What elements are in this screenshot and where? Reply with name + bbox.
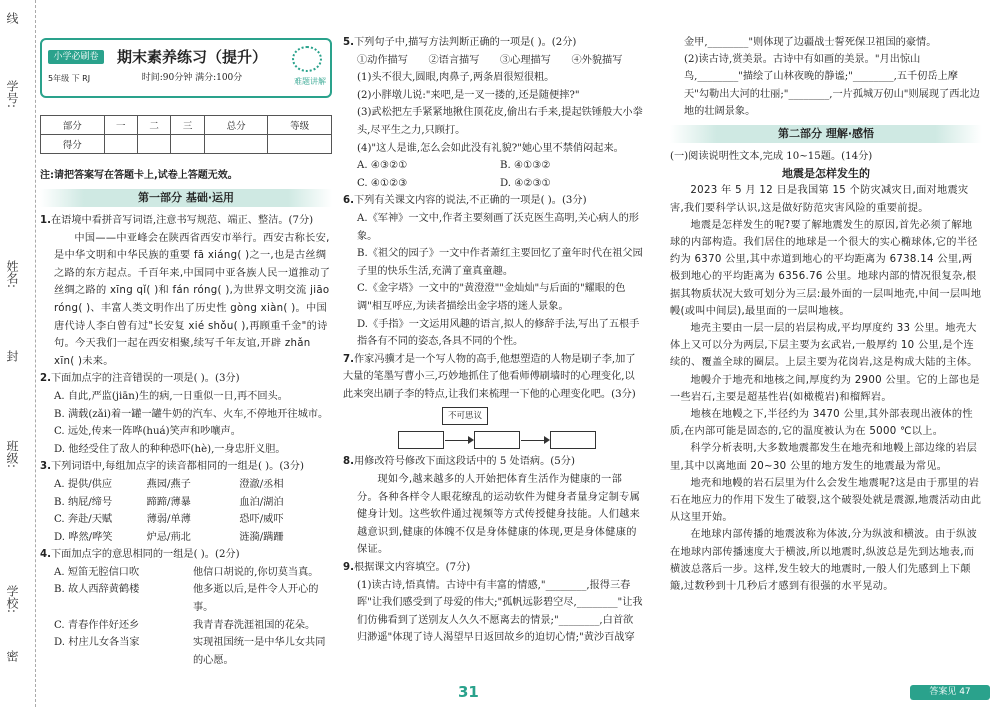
article-paragraph: 地幔介于地壳和地核之间,厚度约为 2900 公里。它的上部也是一些岩石,主要是超基性岩(如橄榄岩)和榴辉岩。 bbox=[670, 374, 980, 403]
binding-gutter bbox=[0, 0, 36, 707]
score-cell[interactable] bbox=[137, 135, 170, 154]
q3-row: D. 哗然/哗笑 炉忌/荊北 涟漪/蹒跚 bbox=[54, 531, 284, 543]
question-4: 4.下面加点字的意思相同的一组是( )。(2分) bbox=[40, 549, 240, 561]
answer-reference: 答案见 47 bbox=[910, 685, 990, 700]
article-paragraph: 地震是怎样发生的呢?要了解地震发生的原因,首先必须了解地球的内部构造。我们居住的地球是一个很大的实心椭球体,它的半径约为 6370 公里,其中赤道到地心的平均距离为 6738.14 公里,两极到地心的平均距离为 6356.76 公里。地球内部的情况很复杂,根据其物质状况大致可划分为三层:最外面的一层叫地壳,中间一层叫地幔(或叫中间层),最里面的一层叫地核。 bbox=[670, 219, 982, 317]
diagram-box-start: 不可思议 bbox=[442, 407, 488, 425]
score-cell[interactable] bbox=[171, 135, 204, 154]
article-paragraph: 2023 年 5 月 12 日是我国第 15 个防灾减灾日,面对地震灾害,我们要科学认识,这是做好防范灾害风险的重要前提。 bbox=[670, 185, 969, 214]
column-2 bbox=[343, 34, 643, 647]
mind-change-diagram bbox=[398, 405, 598, 451]
score-header: 等级 bbox=[268, 116, 332, 135]
gutter-cut-word: 线 bbox=[5, 12, 19, 24]
article-paragraph: 地壳和地幔的岩石层里为什么会发生地震呢?这是由于那里的岩石在地应力的作用下发生了破裂,这个破裂处就是震源,地震活动由此从这里开始。 bbox=[670, 477, 982, 524]
diagram-box-blank[interactable] bbox=[398, 431, 444, 449]
qr-code-icon[interactable] bbox=[292, 46, 322, 72]
q9-item: (2)读古诗,赏美景。古诗中有如画的美景。"月出惊山鸟,________"描绘了山林夜晚的静谧;"________,五千仞岳上摩天"勾勒出大河的壮丽;"________,一片孤城万仞山"则展现了西北边地的壮阔景象。 bbox=[684, 54, 980, 117]
diagram-box-blank[interactable] bbox=[474, 431, 520, 449]
q3-row: A. 提供/供应 燕园/燕子 澄澈/丞相 bbox=[54, 478, 284, 490]
question-8: 8.用修改符号修改下面这段话中的 5 处语病。(5分) bbox=[343, 456, 575, 468]
q5-item: (2)小胖墩儿说:"来吧,是一叉一搂的,还是随便摔?" bbox=[357, 89, 580, 101]
article-paragraph: 地核在地幔之下,半径约为 3470 公里,其外部表现出液体的性质,在内部可能是固态的,它的温度被认为在 5000 ℃以上。 bbox=[670, 409, 973, 438]
gutter-student-id-label: 学号: bbox=[5, 80, 19, 109]
q6-option: A.《军神》一文中,作者主要刻画了沃克医生高明,关心病人的形象。 bbox=[357, 212, 639, 242]
question-6: 6.下列有关课文内容的说法,不正确的一项是( )。(3分) bbox=[343, 195, 587, 207]
q5-options: A. ④③②① B. ④①③② bbox=[357, 160, 551, 172]
answer-note: 注:请把答案写在答题卡上,试卷上答题无效。 bbox=[40, 170, 238, 181]
article-paragraph: 地壳主要由一层一层的岩层构成,平均厚度约 33 公里。地壳大体上又可以分为两层,下层主要为玄武岩,一般厚约 10 公里,是个连续的、覆盖全球的圈层。上层主要为花岗岩,这是构成大陆的主体。 bbox=[670, 323, 978, 369]
q5-item: (1)头不很大,圆眼,肉鼻子,两条眉很短很粗。 bbox=[357, 72, 555, 84]
part2-banner: 第二部分 理解·感悟 bbox=[670, 125, 982, 143]
q2-option: A. 自此,严监(jiān)生的病,一日重似一日,再不回头。 bbox=[54, 390, 288, 402]
q5-item: (4)"这人是谁,怎么会如此没有礼貌?"她心里不禁俏闷起来。 bbox=[357, 142, 624, 154]
score-header: 三 bbox=[171, 116, 204, 135]
exam-title: 期末素养练习（提升） bbox=[116, 48, 267, 66]
score-cell[interactable] bbox=[104, 135, 137, 154]
gutter-name-label: 姓名: bbox=[5, 260, 19, 289]
score-table bbox=[40, 115, 332, 154]
gutter-class-label: 班级: bbox=[5, 440, 19, 469]
diagram-arrow bbox=[521, 440, 545, 441]
brand-badge: 小学必刷卷 bbox=[48, 50, 104, 64]
q2-option: C. 远处,传来一阵哗(huá)笑声和吵嚷声。 bbox=[54, 426, 241, 438]
gutter-cut-word: 密 bbox=[5, 650, 19, 662]
gutter-school-label: 学校: bbox=[5, 585, 19, 614]
gutter-cut-word: 封 bbox=[5, 350, 19, 362]
article-paragraph: 在地球内部传播的地震波称为体波,分为纵波和横波。由于纵波在地球内部传播速度大于横波,所以地震时,纵波总是先到达地表,而横波总落后一步。这样,发生较大的地震时,一般人们先感到上下颠簸,过数秒到十几秒后才感到有很强的水平晃动。 bbox=[670, 529, 978, 593]
exam-header bbox=[40, 38, 332, 98]
exam-meta: 时间:90分钟 满分:100分 bbox=[141, 73, 243, 83]
question-5: 5.下列句子中,描写方法判断正确的一项是( )。(2分) bbox=[343, 37, 577, 48]
part1-banner: 第一部分 基础·运用 bbox=[40, 189, 332, 207]
article-title: 地震是怎样发生的 bbox=[782, 167, 870, 181]
question-2: 2.下面加点字的注音错误的一项是( )。(3分) bbox=[40, 373, 240, 385]
q5-item: (3)武松把左手紧紧地揪住顶花皮,偷出右手来,提起铁锤般大小拳头,尽平生之力,只顾打。 bbox=[357, 107, 643, 136]
score-row-label: 得分 bbox=[41, 135, 105, 154]
score-cell[interactable] bbox=[204, 135, 268, 154]
question-1: 1.在语境中看拼音写词语,注意书写规范、端正、整洁。(7分) bbox=[40, 215, 314, 226]
article-paragraph: 科学分析表明,大多数地震都发生在地壳和地幔上部边缘的岩层里,其中以离地面 20~30 公里的地方发生的地震最为常见。 bbox=[670, 443, 978, 472]
q6-option: B.《祖父的园子》一文中作者萧红主要回忆了童年时代在祖父园子里的快乐生活,充满了童真童趣。 bbox=[357, 248, 643, 277]
q3-row: B. 纳屁/缔号 蹄蹄/薄暴 血泊/湖泊 bbox=[54, 496, 284, 508]
column-3 bbox=[670, 34, 982, 595]
arrow-head-icon bbox=[468, 436, 474, 444]
q1-passage: 中国——中亚峰会在陕西省西安市举行。西安古称长安,是中华文明和中华民族的重要 fā xiáng( )之一,也是古丝绸之路的东方起点。千百年来,中国同中亚各族人民一道推动了丝绸之路的 xīng qǐ( )和 fán róng( ),为世界文明交流 jiāo róng( )、丰富人类文明作出了历史性 gòng xiàn( )。中国唐代诗人李白曾有过"长安复 xié shǒu( ),再顾重千金"的诗句。今天我们一起在西安相聚,续写千年友谊,开辟 zhǎn xīn( )未来。 bbox=[54, 232, 331, 367]
diagram-box-blank[interactable] bbox=[550, 431, 596, 449]
q8-passage: 现如今,越来越多的人开始把体育生活作为健康的一部分。各种各样令人眼花缭乱的运动软件为健身者量身定制专属健身计划。这些软件通过视频等方式传授健身技能。人们越来越意识到,健康的体魄不仅是身体健康的体现,更是身体健康的保证。 bbox=[357, 474, 641, 556]
q9-item: (1)读古诗,悟真情。古诗中有丰富的情感,"________,报得三春晖"让我们感受到了母爱的伟大;"孤帆远影碧空尽,________"让我们仿佛看到了送别友人久久不愿离去的情景;"________,白首欲归渺遥"体现了诗人渴望早日返回故乡的迫切心情;"黄沙百战穿 bbox=[357, 579, 643, 644]
score-header: 部分 bbox=[41, 116, 105, 135]
diagram-arrow bbox=[445, 440, 469, 441]
column-1 bbox=[40, 184, 332, 669]
q6-option: D.《手指》一文运用风趣的语言,拟人的修辞手法,写出了五根手指各有不同的姿态,各具不同的个性。 bbox=[357, 318, 640, 348]
q4-row: B. 故人西辞黄鹤楼 他多逝以后,是件令人开心的事。 bbox=[54, 584, 319, 614]
arrow-head-icon bbox=[544, 436, 550, 444]
score-header: 一 bbox=[104, 116, 137, 135]
q3-row: C. 奔赴/天赋 薄弱/单薄 恐吓/威吓 bbox=[54, 514, 284, 526]
question-7: 7.作家冯骥才是一个写人物的高手,他想塑造的人物是刷子李,加了大量的笔墨写曹小三,巧妙地抓住了他看师傅刷墙时的心理变化,以此来突出刷子李的特点,让我们来梳理一下他的心理变化吧。(3分) bbox=[343, 353, 636, 400]
q2-option: D. 他经受住了敌人的种种恐吓(hè),一身忠肝义胆。 bbox=[54, 443, 286, 455]
score-header: 总分 bbox=[204, 116, 268, 135]
q5-types: ①动作描写 ②语言描写 ③心理描写 ④外貌描写 bbox=[357, 54, 623, 66]
q4-row: C. 青春作伴好还乡 我青青春洗涯祖国的花朵。 bbox=[54, 619, 316, 631]
question-9: 9.根据课文内容填空。(7分) bbox=[343, 562, 471, 574]
q6-option: C.《金字塔》一文中的"黄澄澄""金灿灿"与后面的"耀眼的色调"相互呼应,为读者描绘出金字塔的迷人景象。 bbox=[357, 283, 626, 312]
q5-options: C. ④①②③ D. ④②③① bbox=[357, 177, 551, 189]
score-header: 二 bbox=[137, 116, 170, 135]
q4-row: D. 村庄儿女各当家 实现祖国统一是中华儿女共同的心愿。 bbox=[54, 637, 326, 666]
page-number: 31 bbox=[458, 683, 479, 701]
q9-continuation: 金甲,________"则体现了边疆战士誓死保卫祖国的豪情。 bbox=[684, 37, 937, 48]
question-3: 3.下列词语中,每组加点字的读音都相同的一组是( )。(3分) bbox=[40, 461, 304, 473]
q4-row: A. 短笛无腔信口吹 他信口胡说的,你切莫当真。 bbox=[54, 566, 319, 578]
reading-intro: (一)阅读说明性文本,完成 10~15题。(14分) bbox=[670, 151, 873, 163]
q2-option: B. 满载(zǎi)着一罐一罐牛奶的汽车、火车,不停地开往城市。 bbox=[54, 408, 329, 420]
grade-label: 5年级 下 RJ bbox=[48, 74, 91, 83]
qr-label: 难题讲解 bbox=[294, 77, 326, 86]
score-cell[interactable] bbox=[268, 135, 332, 154]
